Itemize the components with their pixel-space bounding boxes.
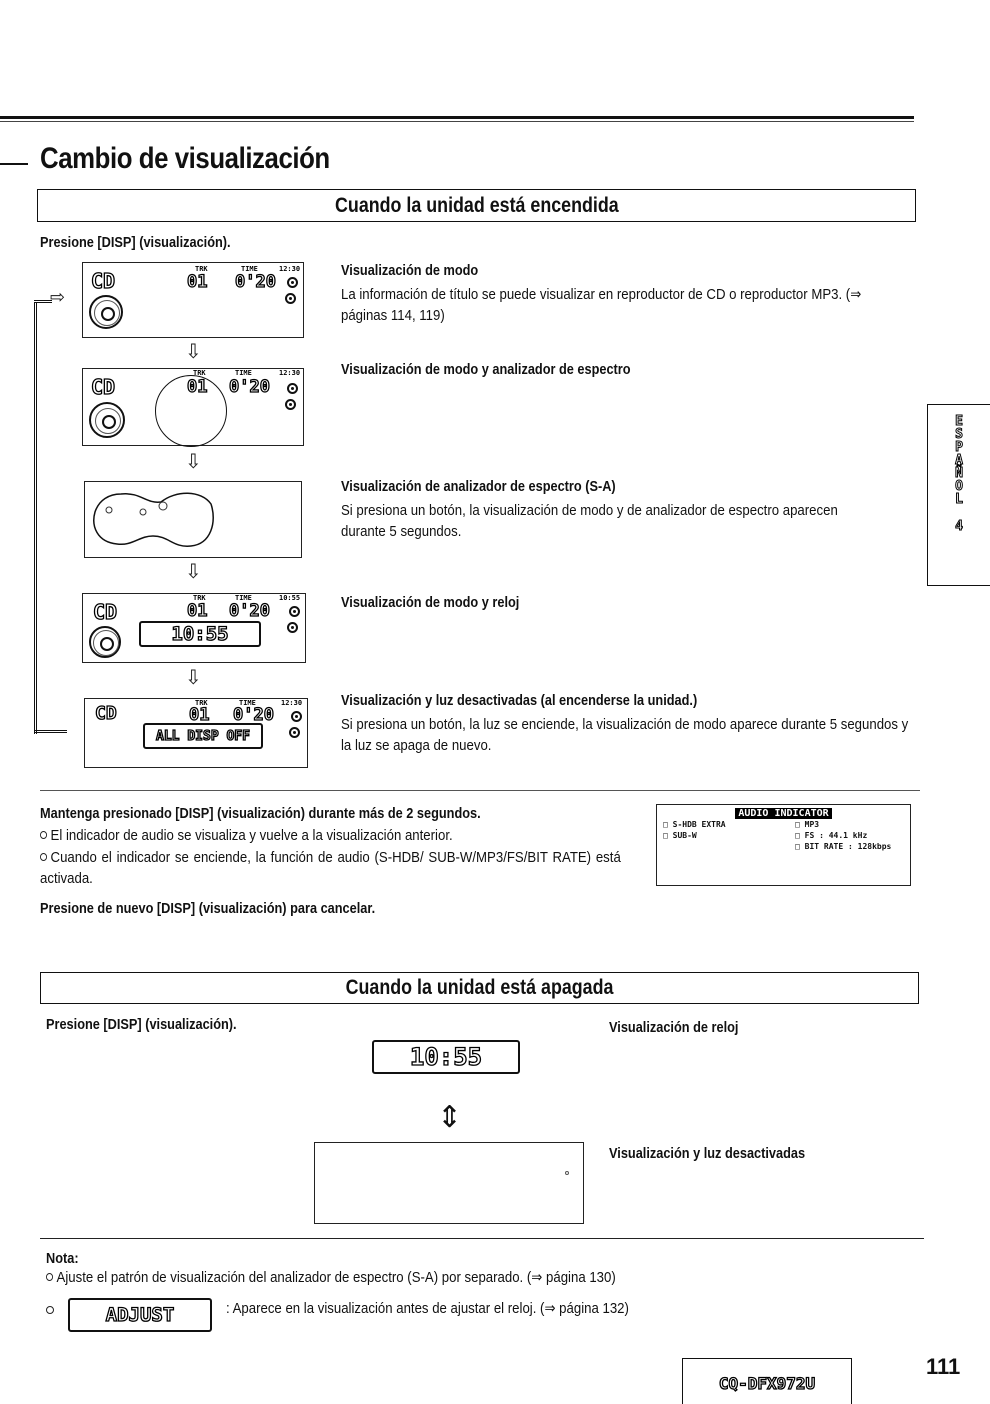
random-icon xyxy=(285,399,296,410)
adjust-label: ADJUST xyxy=(105,1304,175,1326)
indicator-bitrate: □ BIT RATE : 128kbps xyxy=(795,842,892,851)
indicator-mp3-text: MP3 xyxy=(804,820,820,829)
spectrum-shape xyxy=(91,490,215,552)
section-header-off xyxy=(40,972,919,1004)
divider-notes xyxy=(40,1238,924,1239)
loop-bottom xyxy=(34,730,67,735)
cancel-instruction: Presione de nuevo [DISP] (visualización) para cancelar. xyxy=(40,900,376,917)
model-name: CQ-DFX972U xyxy=(718,1374,816,1393)
lcd-all-off xyxy=(84,698,308,768)
hold-bullet-2-text: Cuando el indicador se enciende, la función de audio (S-HDB/ SUB-W/MP3/FS/BIT RATE) está activada. xyxy=(40,849,621,887)
loop-line xyxy=(34,302,38,734)
time-value: 0'20 xyxy=(229,601,270,621)
random-icon xyxy=(285,293,296,304)
time-label: TIME xyxy=(241,265,258,273)
clock-display-off-text: 10:55 xyxy=(409,1043,483,1071)
repeat-icon xyxy=(289,606,300,617)
tab-letter: A xyxy=(955,453,963,468)
indicator-fs: □ FS : 44.1 kHz xyxy=(795,831,868,840)
section-header-on xyxy=(37,189,916,222)
bullet-icon xyxy=(40,831,47,839)
time-label: TIME xyxy=(239,699,256,707)
label-off: Visualización y luz desactivadas xyxy=(609,1145,806,1162)
section-header-off-text: Cuando la unidad está apagada xyxy=(345,976,614,999)
disc-icon xyxy=(89,626,121,658)
updown-arrow-icon: ⇕ xyxy=(437,1101,463,1134)
hold-bullet-1-text: El indicador de audio se visualiza y vuelve a la visualización anterior. xyxy=(50,827,453,844)
model-box xyxy=(682,1358,852,1404)
loop-arrow-icon: ⇨ xyxy=(50,287,66,307)
indicator-fs-text: FS : 44.1 kHz xyxy=(804,831,868,840)
bullet-icon xyxy=(46,1306,54,1314)
disc-icon xyxy=(89,295,123,329)
arrow-down-icon: ⇩ xyxy=(185,451,202,473)
arrow-down-icon: ⇩ xyxy=(185,667,202,689)
clock-big: 10:55 xyxy=(171,623,229,645)
tab-letter: S xyxy=(955,427,963,442)
note-1 xyxy=(46,1267,768,1288)
top-rule xyxy=(0,116,914,119)
indicator-shdb: □ S-HDB EXTRA xyxy=(663,820,726,829)
indicator-bitrate-text: BIT RATE : 128kbps xyxy=(804,842,892,851)
trk-value: 01 xyxy=(189,705,210,725)
audio-indicator-panel xyxy=(656,804,911,886)
tab-letter: P xyxy=(955,440,963,455)
page-title: Cambio de visualización xyxy=(40,142,330,175)
note-2-bullet xyxy=(46,1302,58,1320)
time-value: 0'20 xyxy=(233,705,274,725)
time-value: 0'20 xyxy=(229,377,270,397)
heading-mode: Visualización de modo xyxy=(341,262,479,279)
hold-bullet-1 xyxy=(40,825,621,846)
disc-icon xyxy=(89,402,125,438)
divider xyxy=(40,790,920,791)
adjust-display xyxy=(68,1298,212,1332)
trk-label: TRK xyxy=(193,594,206,602)
trk-label: TRK xyxy=(195,699,208,707)
clock-small: 10:55 xyxy=(279,594,301,602)
trk-label: TRK xyxy=(195,265,208,273)
tab-letter: Ñ xyxy=(955,466,963,481)
language-tab-letters xyxy=(950,415,968,533)
bullet-icon xyxy=(40,853,47,861)
heading-all-off: Visualización y luz desactivadas (al encenderse la unidad.) xyxy=(341,692,698,709)
display-off-panel xyxy=(314,1142,584,1224)
lcd-cd-label: CD xyxy=(91,269,116,293)
top-rule-thin xyxy=(0,121,914,122)
lcd-cd-label: CD xyxy=(91,375,116,399)
indicator-shdb-text: S-HDB EXTRA xyxy=(672,820,726,829)
heading-mode-sa: Visualización de modo y analizador de espectro xyxy=(341,361,631,378)
indicator-dot xyxy=(565,1171,569,1175)
heading-sa: Visualización de analizador de espectro (S-A) xyxy=(341,478,616,495)
page-number: 111 xyxy=(926,1354,961,1379)
tab-letter: L xyxy=(955,492,963,507)
arrow-down-icon: ⇩ xyxy=(185,341,202,363)
tab-letter: O xyxy=(955,479,963,494)
trk-value: 01 xyxy=(187,377,208,397)
audio-indicator-title: AUDIO INDICATOR xyxy=(735,808,831,819)
random-icon xyxy=(289,727,300,738)
audio-indicator-left xyxy=(663,819,726,841)
hold-bullet-2 xyxy=(40,847,621,889)
lcd-mode-clock xyxy=(82,593,306,663)
audio-indicator-right xyxy=(795,819,891,852)
note-1-text: Ajuste el patrón de visualización del analizador de espectro (S-A) por separado. (⇒ página 130) xyxy=(56,1269,616,1286)
language-tab xyxy=(927,404,990,586)
time-value: 0'20 xyxy=(235,272,276,292)
indicator-mp3: □ MP3 xyxy=(795,820,820,829)
clock-small: 12:30 xyxy=(279,265,301,273)
indicator-subw: □ SUB-W xyxy=(663,831,697,840)
section-header-on-text: Cuando la unidad está encendida xyxy=(334,193,619,217)
lcd-mode-sa xyxy=(82,368,304,446)
repeat-icon xyxy=(291,711,302,722)
title-dash xyxy=(0,163,28,165)
banner-text: ALL DISP OFF xyxy=(156,728,250,744)
clock-panel xyxy=(139,621,261,647)
text-mode: La información de título se puede visualizar en reproductor de CD o reproductor MP3. (⇒ páginas 114, 119) xyxy=(341,286,862,324)
text-all-off: Si presiona un botón, la luz se enciende, la visualización de modo aparece durante 5 segundos y la luz se apaga de nuevo. xyxy=(341,716,909,754)
all-disp-off-banner xyxy=(143,723,263,749)
repeat-icon xyxy=(287,383,298,394)
text-sa: Si presiona un botón, la visualización de modo y de analizador de espectro aparecen durante 5 segundos. xyxy=(341,502,838,540)
hold-heading: Mantenga presionado [DISP] (visualización) durante más de 2 segundos. xyxy=(40,805,481,822)
heading-mode-clock: Visualización de modo y reloj xyxy=(341,594,520,611)
instruction-on: Presione [DISP] (visualización). xyxy=(40,234,231,251)
tab-number: 4 xyxy=(955,519,963,534)
clock-display-off xyxy=(372,1040,520,1074)
arrow-down-icon: ⇩ xyxy=(185,561,202,583)
clock-small: 12:30 xyxy=(279,369,301,377)
clock-small: 12:30 xyxy=(281,699,303,707)
notes-title: Nota: xyxy=(46,1250,79,1267)
trk-value: 01 xyxy=(187,601,208,621)
random-icon xyxy=(287,622,298,633)
indicator-subw-text: SUB-W xyxy=(672,831,697,840)
trk-value: 01 xyxy=(187,272,208,292)
note-2-text: : Aparece en la visualización antes de ajustar el reloj. (⇒ página 132) xyxy=(226,1300,629,1317)
lcd-mode xyxy=(82,262,304,338)
time-label: TIME xyxy=(235,594,252,602)
time-label: TIME xyxy=(235,369,252,377)
lcd-sa xyxy=(84,481,302,558)
repeat-icon xyxy=(287,277,298,288)
tab-letter: E xyxy=(955,414,963,429)
instruction-off: Presione [DISP] (visualización). xyxy=(46,1016,237,1033)
lcd-cd-label: CD xyxy=(93,600,118,624)
label-clock: Visualización de reloj xyxy=(609,1019,739,1036)
lcd-cd-label: CD xyxy=(95,703,117,724)
bullet-icon xyxy=(46,1273,53,1281)
trk-label: TRK xyxy=(193,369,206,377)
